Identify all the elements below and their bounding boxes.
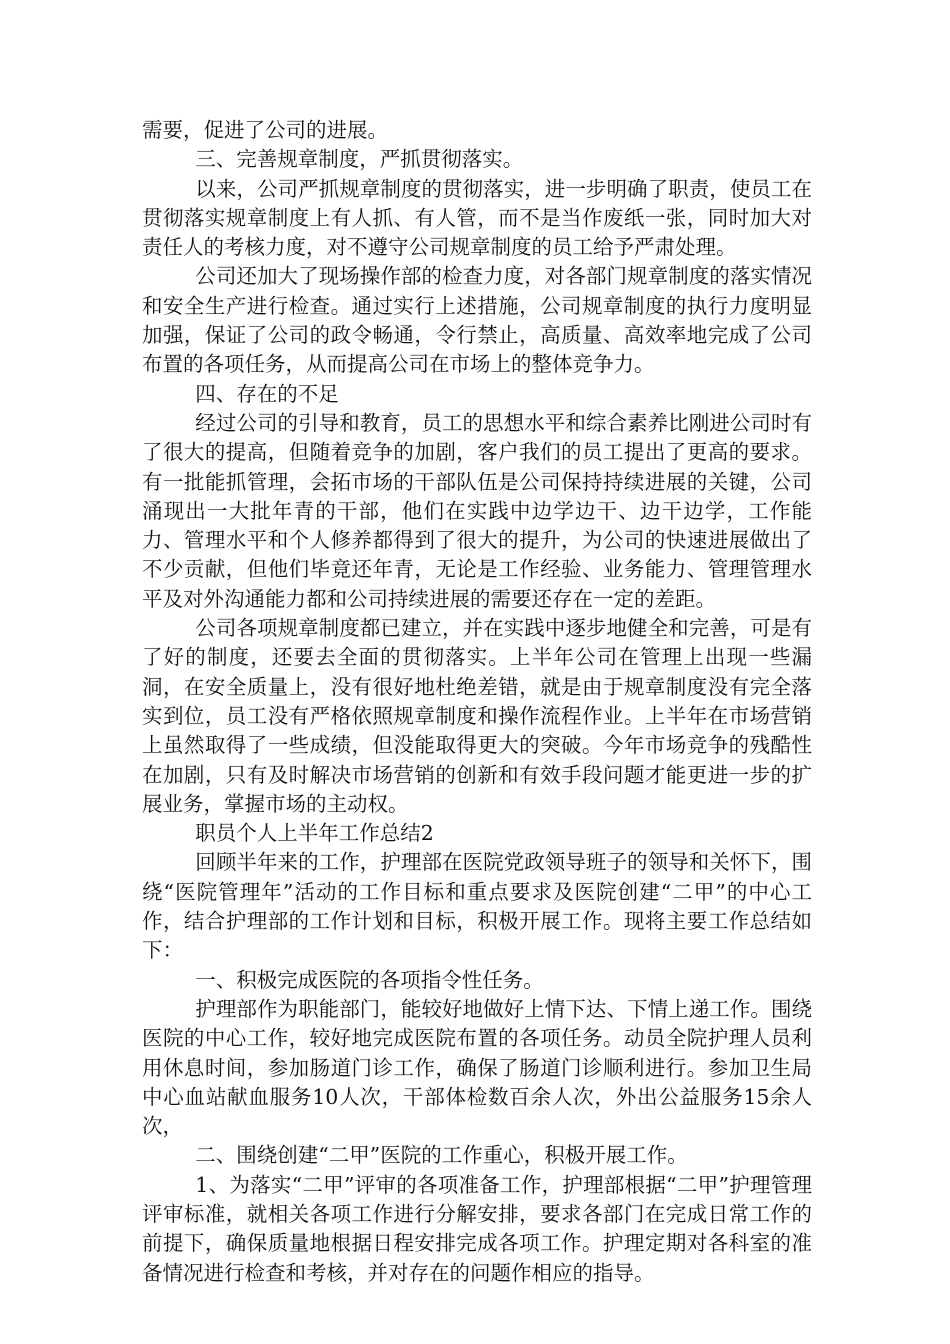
document-title-2: 职员个人上半年工作总结2: [195, 821, 434, 846]
section-heading-3: 三、完善规章制度，严抓贯彻落实。: [195, 147, 524, 172]
document-body: [142, 116, 812, 1288]
section-heading-2: 二、围绕创建“二甲”医院的工作重心，积极开展工作。: [195, 1143, 688, 1168]
paragraph-continuation: 需要，促进了公司的进展。: [142, 118, 388, 142]
section-heading-1: 一、积极完成医院的各项指令性任务。: [195, 967, 544, 992]
paragraph: 经过公司的引导和教育，员工的思想水平和综合素养比刚进公司时有了很大的提高，但随着竞争的加剧，客户我们的员工提出了更高的要求。有一批能抓管理，会拓市场的干部队伍是公司保持持续进展的关键，公司涌现出一大批年青的干部，他们在实践中边学边干、边干边学，工作能力、管理水平和个人修养都得到了很大的提升，为公司的快速进展做出了不少贡献，但他们毕竟还年青，无论是工作经验、业务能力、管理管理水平及对外沟通能力都和公司持续进展的需要还存在一定的差距。: [142, 410, 812, 611]
paragraph: 护理部作为职能部门，能较好地做好上情下达、下情上递工作。围绕医院的中心工作，较好地完成医院布置的各项任务。动员全院护理人员利用休息时间，参加肠道门诊工作，确保了肠道门诊顺利进行。参加卫生局中心血站献血服务10人次，干部体检数百余人次，外出公益服务15余人次，: [142, 996, 812, 1139]
paragraph: 回顾半年来的工作，护理部在医院党政领导班子的领导和关怀下，围绕“医院管理年”活动的工作目标和重点要求及医院创建“二甲”的中心工作，结合护理部的工作计划和目标，积极开展工作。现将主要工作总结如下：: [142, 850, 812, 963]
paragraph: 公司还加大了现场操作部的检查力度，对各部门规章制度的落实情况和安全生产进行检查。通过实行上述措施，公司规章制度的执行力度明显加强，保证了公司的政令畅通，令行禁止，高质量、高效率地完成了公司布置的各项任务，从而提高公司在市场上的整体竞争力。: [142, 264, 812, 377]
paragraph: 公司各项规章制度都已建立，并在实践中逐步地健全和完善，可是有了好的制度，还要去全面的贯彻落实。上半年公司在管理上出现一些漏洞，在安全质量上，没有很好地杜绝差错，就是由于规章制度没有完全落实到位，员工没有严格依照规章制度和操作流程作业。上半年在市场营销上虽然取得了一些成绩，但没能取得更大的突破。今年市场竞争的残酷性在加剧，只有及时解决市场营销的创新和有效手段问题才能更进一步的扩展业务，掌握市场的主动权。: [142, 616, 812, 816]
paragraph: 以来，公司严抓规章制度的贯彻落实，进一步明确了职责，使员工在贯彻落实规章制度上有人抓、有人管，而不是当作废纸一张，同时加大对责任人的考核力度，对不遵守公司规章制度的员工给予严肃处理。: [142, 176, 812, 260]
paragraph: 1、为落实“二甲”评审的各项准备工作，护理部根据“二甲”护理管理评审标准，就相关各项工作进行分解安排，要求各部门在完成日常工作的前提下，确保质量地根据日程安排完成各项工作。护理定期对各科室的准备情况进行检查和考核，并对存在的问题作相应的指导。: [142, 1172, 812, 1285]
section-heading-4: 四、存在的不足: [195, 381, 339, 406]
